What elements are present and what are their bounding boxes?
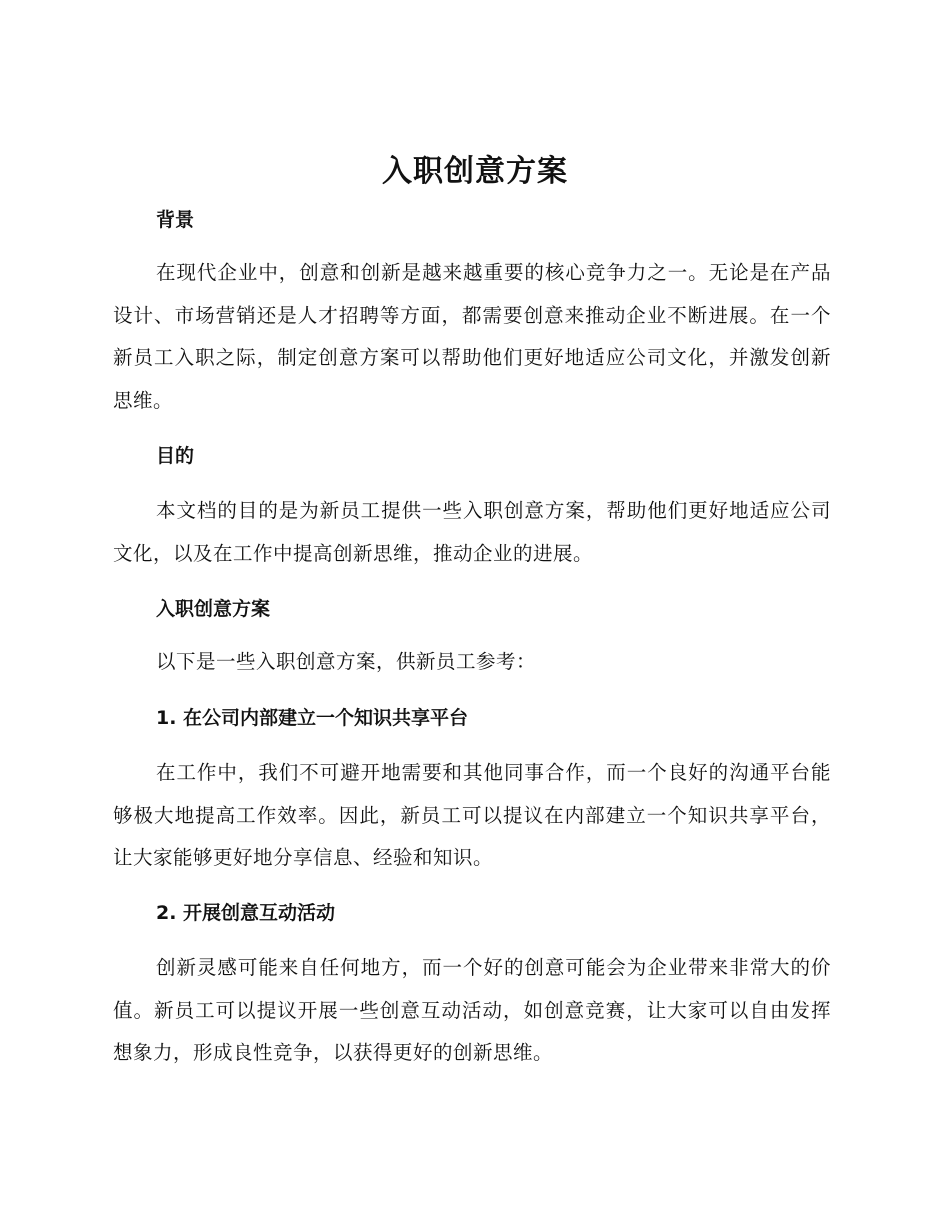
section-heading-item-2: 2. 开展创意互动活动 [156,902,336,924]
paragraph-background: 在现代企业中，创意和创新是越来越重要的核心竞争力之一。无论是在产品设计、市场营销还是人才招聘等方面，都需要创意来推动企业不断进展。在一个新员工入职之际，制定创意方案可以帮助他们更好地适应公司文化，并激发创新思维。 [113,261,831,412]
paragraph-item-1: 在工作中，我们不可避开地需要和其他同事合作，而一个良好的沟通平台能够极大地提高工作效率。因此，新员工可以提议在内部建立一个知识共享平台，让大家能够更好地分享信息、经验和知识。 [113,761,831,869]
paragraph-purpose: 本文档的目的是为新员工提供一些入职创意方案，帮助他们更好地适应公司文化，以及在工作中提高创新思维，推动企业的进展。 [113,499,831,565]
section-heading-item-1: 1. 在公司内部建立一个知识共享平台 [156,707,469,729]
section-heading-plans: 入职创意方案 [156,598,271,620]
section-heading-purpose: 目的 [156,445,195,467]
section-heading-background: 背景 [156,209,195,231]
paragraph-plans-intro: 以下是一些入职创意方案，供新员工参考： [156,650,537,673]
document-title: 入职创意方案 [382,154,568,189]
paragraph-item-2: 创新灵感可能来自任何地方，而一个好的创意可能会为企业带来非常大的价值。新员工可以提议开展一些创意互动活动，如创意竞赛，让大家可以自由发挥想象力，形成良性竞争，以获得更好的创新思维。 [113,956,831,1064]
